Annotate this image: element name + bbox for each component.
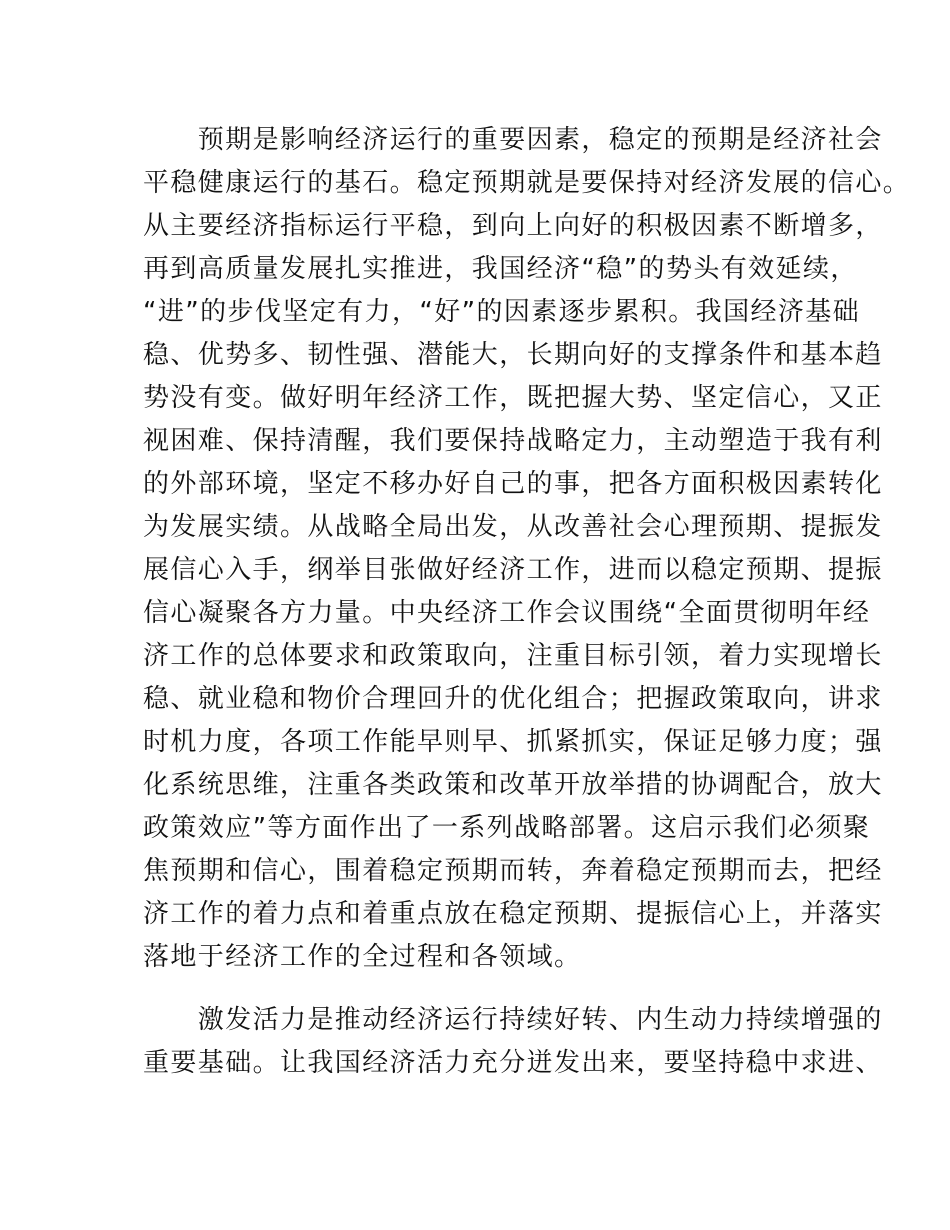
text-line: 化系统思维，注重各类政策和改革开放举措的协调配合，放大: [143, 770, 883, 800]
text-line: 稳、就业稳和物价合理回升的优化组合；把握政策取向，讲求: [143, 684, 883, 714]
text-line: “进”的步伐坚定有力，“好”的因素逐步累积。我国经济基础: [143, 297, 861, 327]
text-line: 济工作的着力点和着重点放在稳定预期、提振信心上，并落实: [143, 899, 883, 929]
text-line: 稳、优势多、韧性强、潜能大，长期向好的支撑条件和基本趋: [143, 340, 883, 370]
text-line: 重要基础。让我国经济活力充分迸发出来，要坚持稳中求进、: [143, 1048, 883, 1078]
text-line: 视困难、保持清醒，我们要保持战略定力，主动塑造于我有利: [143, 426, 883, 456]
text-line: 的外部环境，坚定不移办好自己的事，把各方面积极因素转化: [143, 469, 883, 499]
text-line: 势没有变。做好明年经济工作，既把握大势、坚定信心，又正: [143, 383, 883, 413]
text-line: 再到高质量发展扎实推进，我国经济“稳”的势头有效延续，: [143, 254, 858, 284]
document-page: [143, 119, 911, 1085]
text-line: 时机力度，各项工作能早则早、抓紧抓实，保证足够力度；强: [143, 727, 883, 757]
text-line: 为发展实绩。从战略全局出发，从改善社会心理预期、提振发: [143, 512, 883, 542]
text-line: 信心凝聚各方力量。中央经济工作会议围绕“全面贯彻明年经: [143, 598, 871, 628]
paragraph-2: [143, 999, 883, 1085]
text-line: 预期是影响经济运行的重要因素，稳定的预期是经济社会: [143, 125, 883, 155]
text-line: 激发活力是推动经济运行持续好转、内生动力持续增强的: [143, 1005, 883, 1035]
text-line: 平稳健康运行的基石。稳定预期就是要保持对经济发展的信心。: [143, 168, 911, 198]
text-line: 焦预期和信心，围着稳定预期而转，奔着稳定预期而去，把经: [143, 856, 883, 886]
text-line: 落地于经济工作的全过程和各领域。: [143, 942, 582, 972]
text-line: 从主要经济指标运行平稳，到向上向好的积极因素不断增多，: [143, 211, 883, 241]
text-line: 政策效应”等方面作出了一系列战略部署。这启示我们必须聚: [143, 813, 871, 843]
text-line: 济工作的总体要求和政策取向，注重目标引领，着力实现增长: [143, 641, 883, 671]
text-line: 展信心入手，纲举目张做好经济工作，进而以稳定预期、提振: [143, 555, 883, 585]
paragraph-1: [143, 119, 911, 979]
